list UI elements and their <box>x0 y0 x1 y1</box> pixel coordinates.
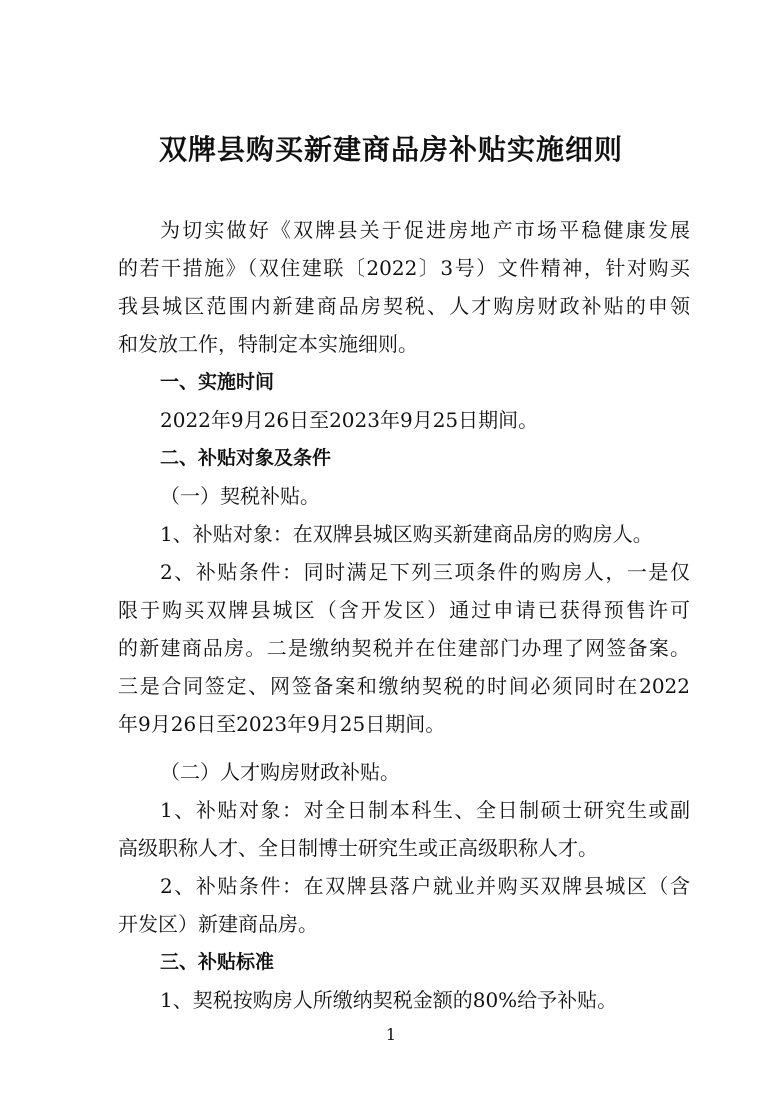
document-title: 双牌县购买新建商品房补贴实施细则 <box>158 133 623 166</box>
section-3-heading: 三、补贴标准 <box>160 951 275 973</box>
intro-line-2: 的若干措施》（双住建联〔2022〕3号）文件精神，针对购买 <box>118 256 690 280</box>
section-2-heading: 二、补贴对象及条件 <box>160 447 332 469</box>
subsection-2-item-2-line-1: 2、补贴条件：在双牌县落户就业并购买双牌县城区（含 <box>160 874 690 898</box>
page-number: 1 <box>385 1025 397 1044</box>
subsection-1-heading: （一）契税补贴。 <box>160 484 320 508</box>
intro-line-3: 我县城区范围内新建商品房契税、人才购房财政补贴的申领 <box>118 294 690 318</box>
subsection-2-item-1-line-1: 1、补贴对象：对全日制本科生、全日制硕士研究生或副 <box>160 798 690 822</box>
subsection-2-item-2-line-2: 开发区）新建商品房。 <box>118 912 318 936</box>
subsection-1-item-2-line-5: 年9月26日至2023年9月25日期间。 <box>118 712 446 736</box>
intro-line-1: 为切实做好《双牌县关于促进房地产市场平稳健康发展 <box>160 218 690 242</box>
subsection-1-item-1: 1、补贴对象：在双牌县城区购买新建商品房的购房人。 <box>160 522 653 546</box>
subsection-2-item-1-line-2: 高级职称人才、全日制博士研究生或正高级职称人才。 <box>118 836 598 860</box>
section-3-item-1: 1、契税按购房人所缴纳契税金额的80%给予补贴。 <box>160 988 618 1012</box>
section-1-text: 2022年9月26日至2023年9月25日期间。 <box>160 408 539 432</box>
subsection-1-item-2-line-2: 限于购买双牌县城区（含开发区）通过申请已获得预售许可 <box>118 598 690 622</box>
subsection-2-heading: （二）人才购房财政补贴。 <box>160 760 400 784</box>
subsection-1-item-2-line-4: 三是合同签定、网签备案和缴纳契税的时间必须同时在2022 <box>118 674 690 698</box>
intro-line-4: 和发放工作，特制定本实施细则。 <box>118 332 418 356</box>
subsection-1-item-2-line-1: 2、补贴条件：同时满足下列三项条件的购房人，一是仅 <box>160 560 690 584</box>
subsection-1-item-2-line-3: 的新建商品房。二是缴纳契税并在住建部门办理了网签备案。 <box>118 636 690 660</box>
section-1-heading: 一、实施时间 <box>160 371 275 393</box>
